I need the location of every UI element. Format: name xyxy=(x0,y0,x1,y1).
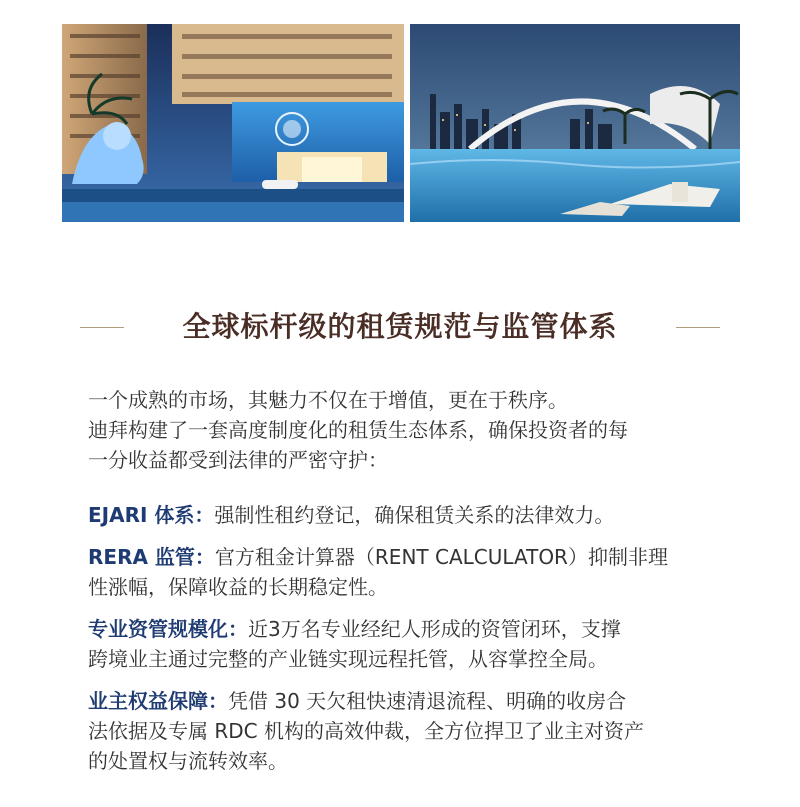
section-heading xyxy=(0,307,800,347)
point-term: EJARI 体系： xyxy=(88,503,215,527)
point-line xyxy=(88,500,728,530)
point-line xyxy=(88,686,728,716)
heading-rule-right xyxy=(676,327,720,328)
building-lobby-photo xyxy=(62,24,404,222)
point-text: 强制性租约登记，确保租赁关系的法律效力。 xyxy=(214,503,615,527)
pool-skyline-photo xyxy=(410,24,740,222)
point-text: 凭借 30 天欠租快速清退流程、明确的收房合 xyxy=(228,689,627,713)
point-line: 法依据及专属 RDC 机构的高效仲裁，全方位捍卫了业主对资产 xyxy=(88,719,644,743)
point-term: RERA 监管： xyxy=(88,545,215,569)
point-rera xyxy=(88,542,728,602)
heading-rule-left xyxy=(80,327,124,328)
point-ejari xyxy=(88,500,728,530)
point-asset-management xyxy=(88,614,728,674)
point-line xyxy=(88,542,728,572)
intro-line: 一分收益都受到法律的严密守护： xyxy=(88,448,388,472)
point-line xyxy=(88,614,728,644)
pool-skyline-image xyxy=(410,24,740,222)
intro-line: 迪拜构建了一套高度制度化的租赁生态体系，确保投资者的每 xyxy=(88,418,628,442)
building-lobby-image xyxy=(62,24,404,222)
point-term: 业主权益保障： xyxy=(88,689,228,713)
intro-line: 一个成熟的市场，其魅力不仅在于增值，更在于秩序。 xyxy=(88,388,568,412)
point-line: 的处置权与流转效率。 xyxy=(88,749,288,773)
point-text: 近3万名专业经纪人形成的资管闭环，支撑 xyxy=(248,617,621,641)
point-text: 官方租金计算器（RENT CALCULATOR）抑制非理 xyxy=(214,545,668,569)
key-points-list xyxy=(88,500,728,788)
heading-title: 全球标杆级的租赁规范与监管体系 xyxy=(182,310,618,343)
point-line: 性涨幅，保障收益的长期稳定性。 xyxy=(88,575,388,599)
point-line: 跨境业主通过完整的产业链实现远程托管，从容掌控全局。 xyxy=(88,647,608,671)
point-term: 专业资管规模化： xyxy=(88,617,248,641)
point-owner-rights xyxy=(88,686,728,776)
intro-paragraph xyxy=(88,385,728,475)
